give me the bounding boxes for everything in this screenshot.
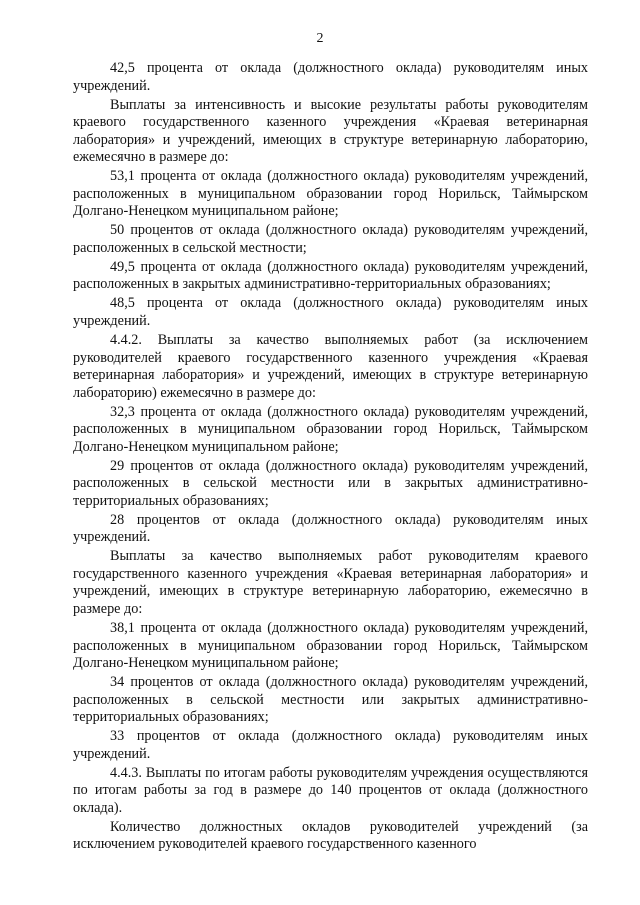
paragraph: 32,3 процента от оклада (должностного оклада) руководителям учреждений, расположенных в муниципальном образовании город Норильск, Таймырском Долгано-Ненецком муниципальном районе; [73, 403, 588, 455]
paragraph: 53,1 процента от оклада (должностного оклада) руководителям учреждений, расположенных в муниципальном образовании город Норильск, Таймырском Долгано-Ненецком муниципальном районе; [73, 168, 588, 220]
paragraph: Выплаты за качество выполняемых работ руководителям краевого государственного казенного учреждения «Краевая ветеринарная лаборатория» и учреждений, имеющих в структуре ветеринарную лабораторию, ежемесячно в размере до: [73, 548, 588, 617]
paragraph: 50 процентов от оклада (должностного оклада) руководителям учреждений, расположенных в сельской местности; [73, 222, 588, 256]
paragraph: 34 процентов от оклада (должностного оклада) руководителям учреждений, расположенных в сельской местности или закрытых административно-территориальных образованиях; [73, 674, 588, 726]
paragraph: 49,5 процента от оклада (должностного оклада) руководителям учреждений, расположенных в закрытых административно-территориальных образованиях; [73, 258, 588, 293]
document-body [73, 60, 588, 856]
paragraph: 42,5 процента от оклада (должностного оклада) руководителям иных учреждений. [73, 60, 588, 94]
paragraph: 33 процентов от оклада (должностного оклада) руководителям иных учреждений. [73, 728, 588, 762]
paragraph: Количество должностных окладов руководителей учреждений (за исключением руководителей краевого государственного казенного [73, 818, 588, 853]
paragraph: 38,1 процента от оклада (должностного оклада) руководителям учреждений, расположенных в муниципальном образовании город Норильск, Таймырском Долгано-Ненецком муниципальном районе; [73, 620, 588, 672]
page-number: 2 [316, 31, 324, 46]
paragraph: 48,5 процента от оклада (должностного оклада) руководителям иных учреждений. [73, 295, 588, 329]
paragraph: 4.4.3. Выплаты по итогам работы руководителям учреждения осуществляются по итогам работы за год в размере до 140 процентов от оклада (должностного оклада). [73, 764, 588, 816]
paragraph: Выплаты за интенсивность и высокие результаты работы руководителям краевого государственного казенного учреждения «Краевая ветеринарная лаборатория» и учреждений, имеющих в структуре ветеринарную лабораторию, ежемесячно в размере до: [73, 96, 588, 166]
paragraph: 29 процентов от оклада (должностного оклада) руководителям учреждений, расположенных в сельской местности или в закрытых административно-территориальных образованиях; [73, 457, 588, 509]
paragraph: 4.4.2. Выплаты за качество выполняемых работ (за исключением руководителей краевого государственного казенного учреждения «Краевая ветеринарная лаборатория» и учреждений, имеющих в структуре ветеринарную лабораторию) ежемесячно в размере до: [73, 332, 588, 401]
paragraph: 28 процентов от оклада (должностного оклада) руководителям иных учреждений. [73, 511, 588, 546]
